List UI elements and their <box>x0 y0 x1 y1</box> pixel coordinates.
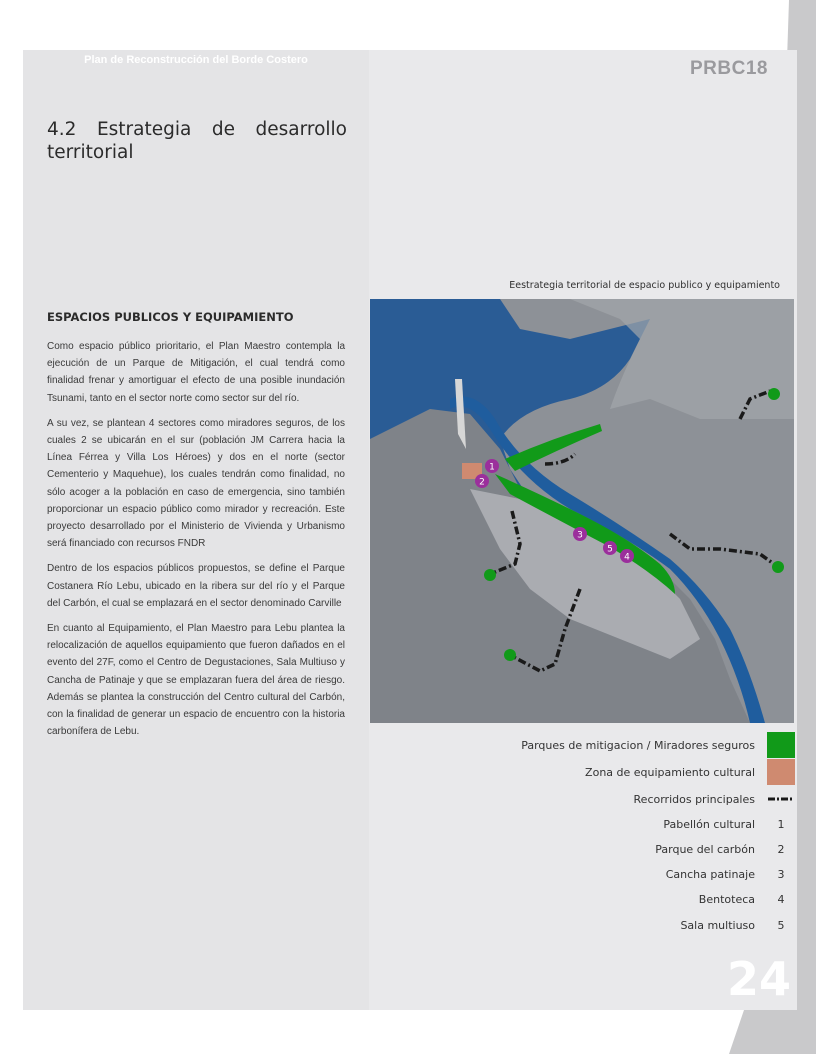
section-subtitle: ESPACIOS PUBLICOS Y EQUIPAMIENTO <box>47 310 294 324</box>
dash-dot-line-icon <box>767 794 795 804</box>
body-text <box>47 338 345 748</box>
legend-label: Parques de mitigacion / Miradores seguros <box>521 738 755 752</box>
legend-label: Recorridos principales <box>633 792 755 806</box>
marker-1-label: 1 <box>489 462 495 473</box>
paragraph-2: A su vez, se plantean 4 sectores como miradores seguros, de los cuales 2 se ubicarán en el sur (población JM Carrera hacia la Línea Férrea y Villa Los Héroes) y dos en el norte (sector Cementerio y Maquehue), los cuales tendrán como finalidad, no sólo acoger a la población en caso de emergencia, sino también proporcionar un espacio público como mirador y recreación. Este proyecto desarrollado por el Ministerio de Vivienda y Urbanismo será financiado con recursos FNDR <box>47 417 345 550</box>
lookout-north-hill <box>768 388 780 400</box>
section-title-line-2: territorial <box>47 142 134 163</box>
document-header-title: Plan de Reconstrucción del Borde Costero <box>84 54 308 66</box>
territorial-strategy-map <box>370 299 794 723</box>
legend-item-2 <box>655 837 795 861</box>
page-number: 24 <box>727 952 792 1006</box>
paragraph-1: Como espacio público prioritario, el Plan Maestro contempla la ejecución de un Parque de Mitigación, el cual tendrá como finalidad frenar y amortiguar el efecto de una posible inundación Tsunami, tanto en el sector norte como sector sur del río. <box>47 341 345 404</box>
lookout-north-east <box>772 561 784 573</box>
legend-item-routes <box>634 787 795 811</box>
salmon-swatch <box>767 759 795 785</box>
legend-number: 1 <box>777 817 785 831</box>
section-title-line-1: 4.2 Estrategia de desarrollo <box>47 119 347 140</box>
legend-number: 2 <box>777 842 785 856</box>
legend-number: 5 <box>777 918 785 932</box>
lookout-south-central <box>504 649 516 661</box>
legend-label: Sala multiuso <box>680 918 755 932</box>
marker-5-label: 5 <box>607 544 613 555</box>
legend-number: 3 <box>777 867 785 881</box>
legend-item-cultural-zone <box>585 760 795 784</box>
legend-number: 4 <box>777 892 785 906</box>
legend-label: Parque del carbón <box>655 842 755 856</box>
legend-label: Bentoteca <box>698 892 755 906</box>
lookout-south-west <box>484 569 496 581</box>
green-swatch <box>767 732 795 758</box>
marker-4-label: 4 <box>624 552 630 563</box>
paragraph-3: Dentro de los espacios públicos propuestos, se define el Parque Costanera Río Lebu, ubicado en la ribera sur del río y el Parque del Carbón, el cual se emplazará en el sector denominado Carville <box>47 563 345 609</box>
section-title <box>47 118 347 164</box>
legend-item-1 <box>663 812 795 836</box>
legend-item-3 <box>666 862 795 886</box>
map-caption: Eestrategia territorial de espacio publico y equipamiento <box>509 280 780 291</box>
plan-code: PRBC18 <box>690 58 768 79</box>
marker-2-label: 2 <box>479 477 485 488</box>
legend-item-5 <box>680 913 795 937</box>
legend-label: Pabellón cultural <box>663 817 755 831</box>
marker-3-label: 3 <box>577 530 583 541</box>
legend-label: Cancha patinaje <box>665 867 755 881</box>
paragraph-4: En cuanto al Equipamiento, el Plan Maestro para Lebu plantea la relocalización de aquellos equipamiento que fueron dañados en el evento del 27F, como el Centro de Degustaciones, Sala Multiuso y Cancha de Patinaje y que se emplazaran fuera del área de riesgo. Además se plantea la construcción del Centro cultural del Carbón, con la finalidad de generar un espacio de encuentro con la historia carbonífera de Lebu. <box>47 623 345 738</box>
legend-item-4 <box>699 887 795 911</box>
legend-item-parks <box>521 733 795 757</box>
legend-label: Zona de equipamiento cultural <box>585 765 755 779</box>
